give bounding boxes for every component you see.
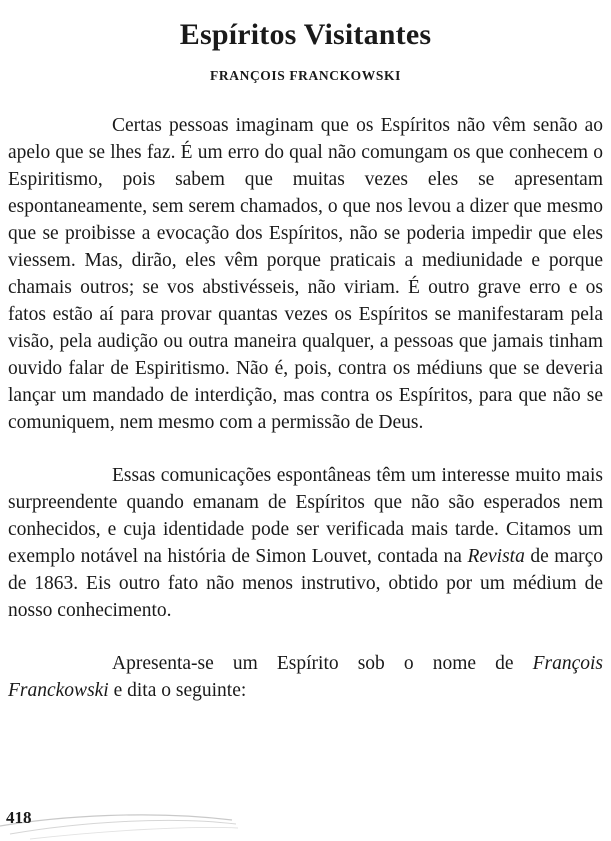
text-segment: de março de 1863. Eis outro fato não menos instrutivo, obtido por um médium de nosso conhecimento.	[8, 546, 603, 621]
text-segment: Apresenta-se um Espírito sob o nome de	[112, 653, 533, 674]
italic-text-segment: Revista	[467, 546, 525, 567]
text-segment: Certas pessoas imaginam que os Espíritos não vêm senão ao apelo que se lhes faz. É um erro do qual não comungam os que conhecem o Espiritismo, pois sabem que muitas vezes eles se apresentam espontaneamente, sem serem chamados, o que nos levou a dizer que mesmo que se proibisse a evocação dos Espíritos, não se poderia impedir que eles viessem. Mas, dirão, eles vêm porque praticais a mediunidade e porque chamais outros; se vos abstivésseis, não viriam. É outro grave erro e os fatos estão aí para provar quantas vezes os Espíritos se manifestaram pela visão, pela audição ou outra maneira qualquer, a pessoas que jamais tinham ouvido falar de Espiritismo. Não é, pois, contra os médiuns que se deveria lançar um mandado de interdição, mas contra os Espíritos, para que não se comuniquem, nem mesmo com a permissão de Deus.	[8, 115, 603, 433]
page-title: Espíritos Visitantes	[179, 18, 432, 51]
body-text	[8, 112, 603, 704]
author-name: FRANÇOIS FRANCKOWSKI	[210, 68, 401, 83]
text-segment: e dita o seguinte:	[108, 680, 247, 701]
paragraph	[8, 462, 603, 624]
page-number: 418	[6, 808, 32, 827]
italic-text-segment: François Franckowski	[8, 653, 603, 701]
text-segment: Essas comunicações espontâneas têm um interesse muito mais surpreendente quando emanam de Espíritos que não são esperados nem conhecidos, e cuja identidade pode ser verificada mais tarde. Citamos um exemplo notável na história de Simon Louvet, contada na	[8, 465, 603, 567]
paragraph	[8, 650, 603, 704]
decorative-swoosh	[0, 800, 240, 841]
paragraph	[8, 112, 603, 436]
